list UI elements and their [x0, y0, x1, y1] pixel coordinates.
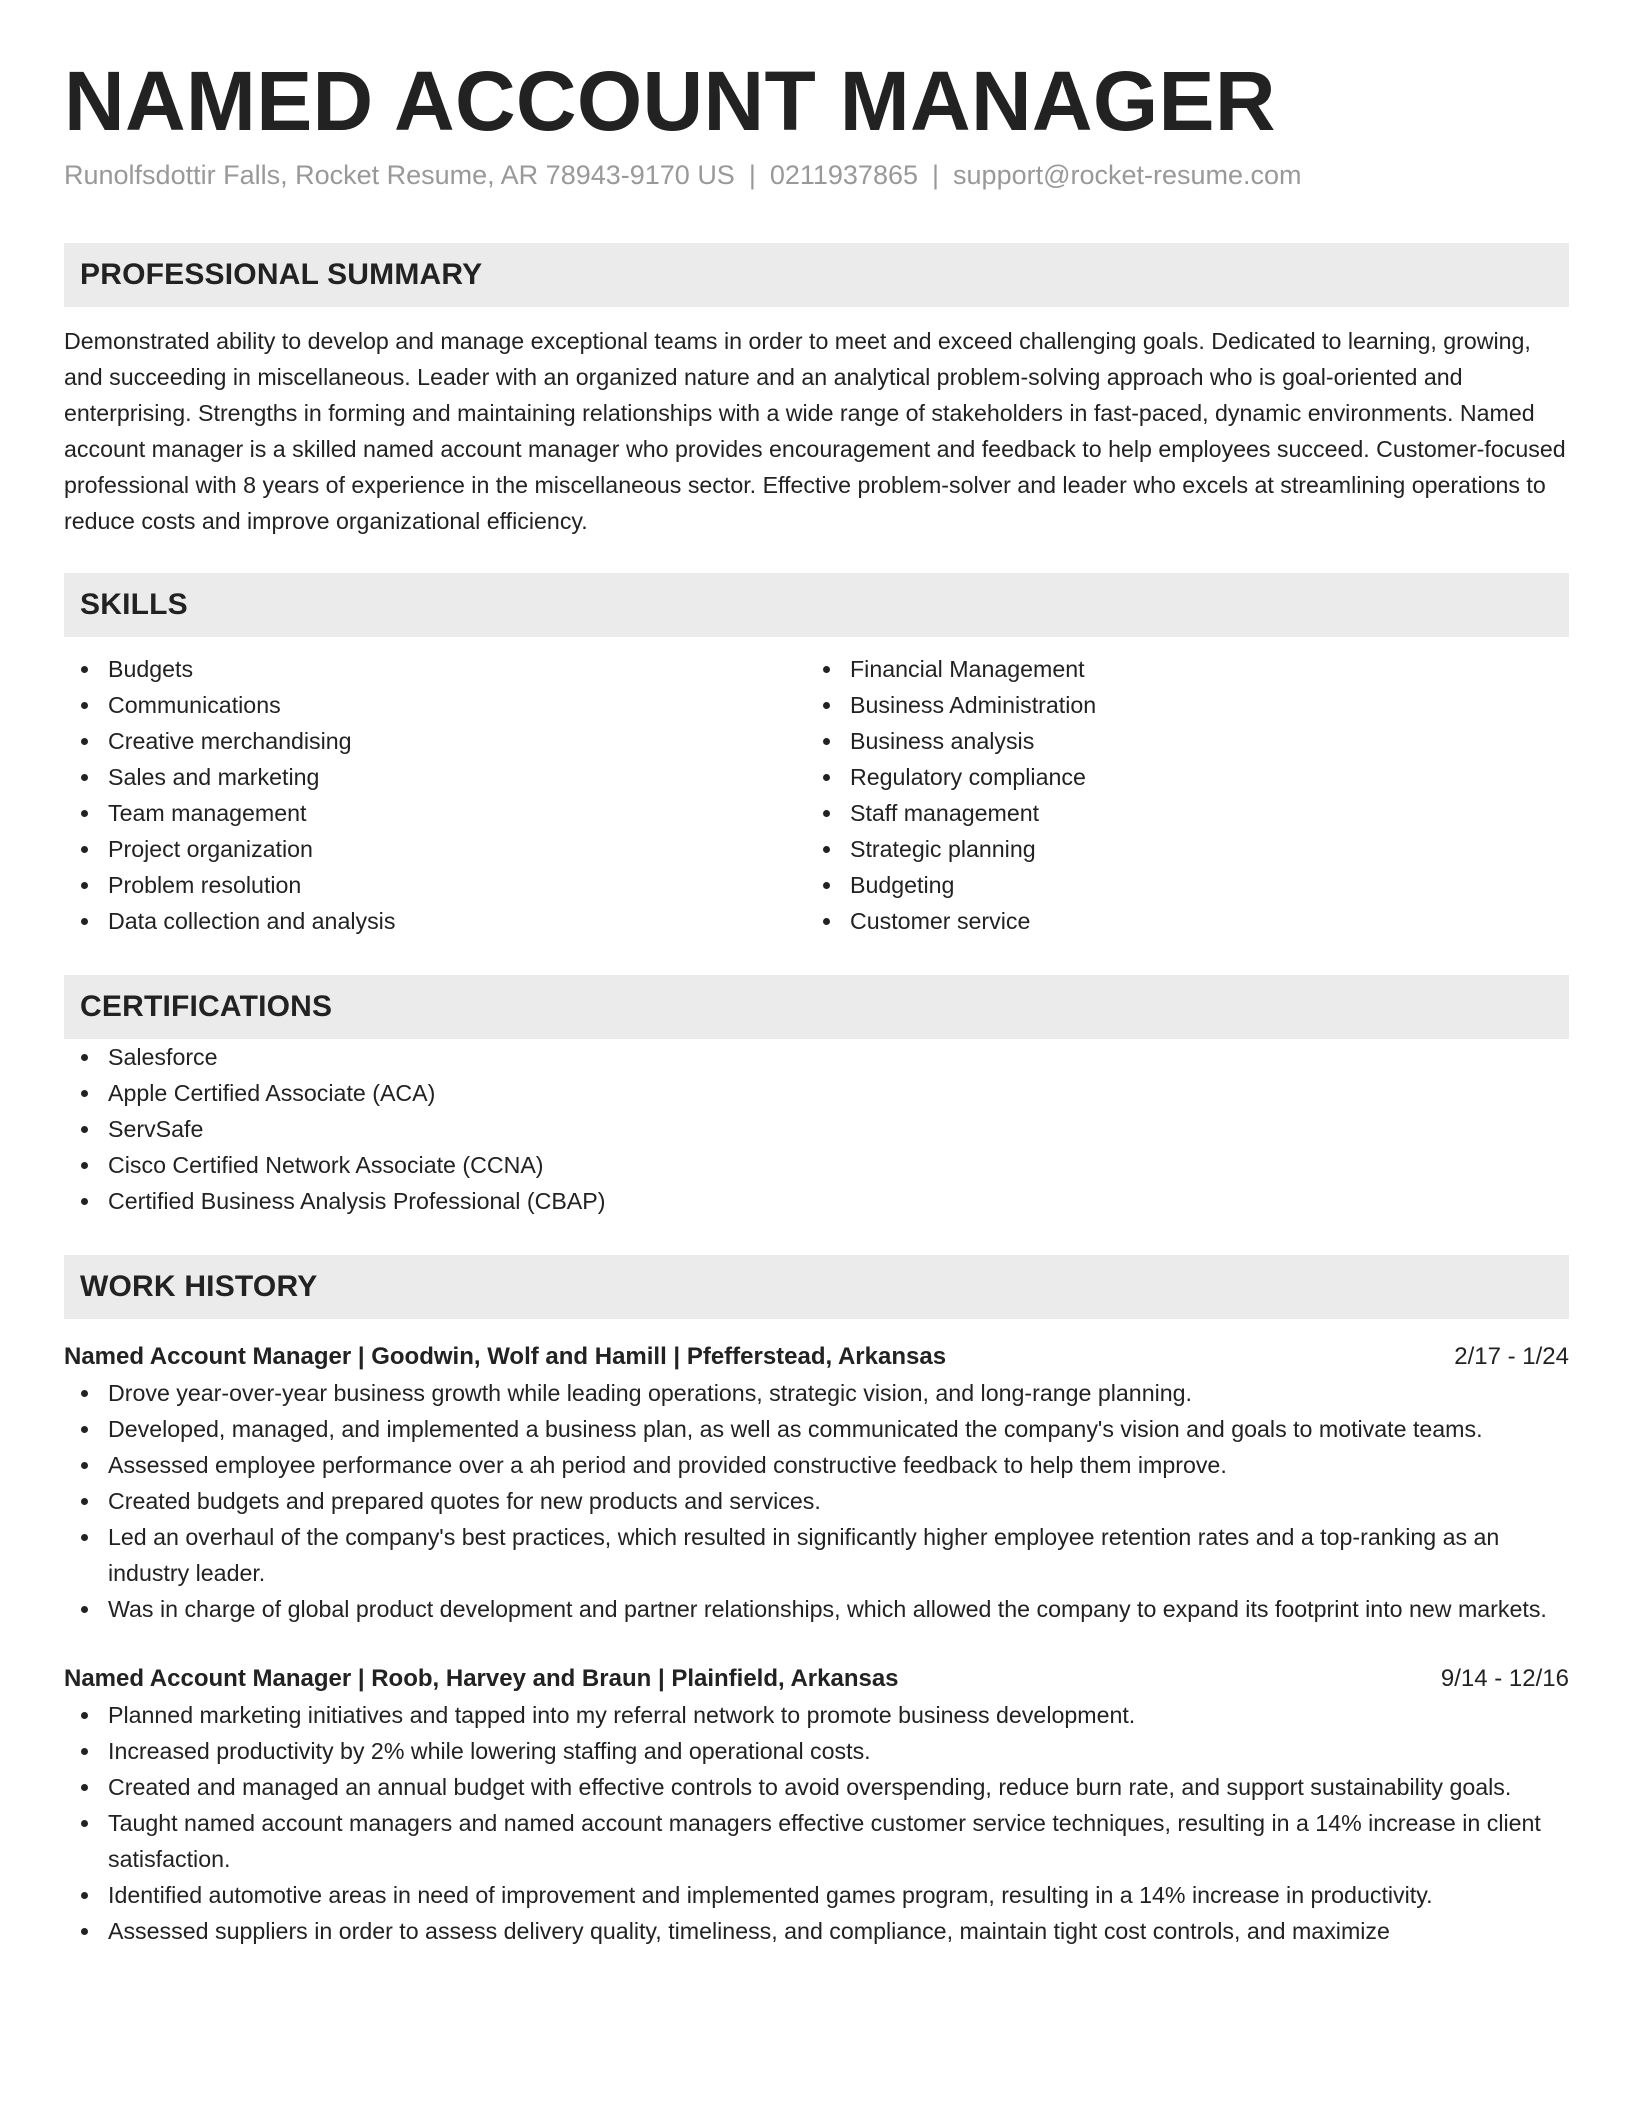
- job-bullet: Drove year-over-year business growth while leading operations, strategic vision, and long-range planning.: [64, 1375, 1569, 1411]
- job-bullet: Created budgets and prepared quotes for new products and services.: [64, 1483, 1569, 1519]
- skills-list-right: [806, 651, 1548, 939]
- certification-item: Cisco Certified Network Associate (CCNA): [64, 1147, 1569, 1183]
- job-bullet: Created and managed an annual budget with effective controls to avoid overspending, reduce burn rate, and support sustainability goals.: [64, 1769, 1569, 1805]
- section-heading-summary: PROFESSIONAL SUMMARY: [64, 243, 1569, 307]
- job-title: Named Account Manager | Goodwin, Wolf and Hamill | Pfefferstead, Arkansas: [64, 1343, 947, 1371]
- contact-separator: |: [932, 160, 940, 191]
- summary-text: Demonstrated ability to develop and manage exceptional teams in order to meet and exceed challenging goals. Dedicated to learning, growing, and succeeding in miscellaneous. Leader with an organized nature and an analytical problem-solving approach who is goal-oriented and enterprising. Strengths in forming and maintaining relationships with a wide range of stakeholders in fast-paced, dynamic environments. Named account manager is a skilled named account manager who provides encouragement and feedback to help employees succeed. Customer-focused professional with 8 years of experience in the miscellaneous sector. Effective problem-solver and leader who excels at streamlining operations to reduce costs and improve organizational efficiency.: [64, 328, 1566, 535]
- skill-item: Customer service: [806, 903, 1548, 939]
- contact-phone: 0211937865: [769, 160, 919, 191]
- section-heading-work-history: WORK HISTORY: [64, 1255, 1569, 1319]
- job-bullet: Developed, managed, and implemented a business plan, as well as communicated the company's vision and goals to motivate teams.: [64, 1411, 1569, 1447]
- job-bullet: Planned marketing initiatives and tapped into my referral network to promote business development.: [64, 1697, 1569, 1733]
- skill-item: Budgeting: [806, 867, 1548, 903]
- section-heading-skills: SKILLS: [64, 573, 1569, 637]
- certification-item: Apple Certified Associate (ACA): [64, 1075, 1569, 1111]
- skills-column-right: [806, 651, 1548, 939]
- skill-item: Communications: [64, 687, 806, 723]
- skill-item: Staff management: [806, 795, 1548, 831]
- certification-item: Certified Business Analysis Professional (CBAP): [64, 1183, 1569, 1219]
- section-heading-certifications: CERTIFICATIONS: [64, 975, 1569, 1039]
- contact-separator: |: [748, 160, 756, 191]
- contact-line: [64, 158, 1569, 193]
- skill-item: Creative merchandising: [64, 723, 806, 759]
- job-entry: [64, 1661, 1569, 1949]
- job-bullet: Taught named account managers and named account managers effective customer service techniques, resulting in a 14% increase in client satisfaction.: [64, 1805, 1569, 1877]
- job-bullet: Led an overhaul of the company's best practices, which resulted in significantly higher employee retention rates and a top-ranking as an industry leader.: [64, 1519, 1569, 1591]
- job-header: [64, 1339, 1569, 1375]
- job-dates: 9/14 - 12/16: [1440, 1665, 1569, 1693]
- skill-item: Strategic planning: [806, 831, 1548, 867]
- skill-item: Budgets: [64, 651, 806, 687]
- certification-item: Salesforce: [64, 1039, 1569, 1075]
- job-bullet: Increased productivity by 2% while lowering staffing and operational costs.: [64, 1733, 1569, 1769]
- job-dates: 2/17 - 1/24: [1454, 1343, 1569, 1371]
- job-bullet-list: [64, 1375, 1569, 1627]
- job-bullet-list: [64, 1697, 1569, 1949]
- job-bullet: Assessed employee performance over a ah period and provided constructive feedback to help them improve.: [64, 1447, 1569, 1483]
- skill-item: Business analysis: [806, 723, 1548, 759]
- skill-item: Sales and marketing: [64, 759, 806, 795]
- contact-email: support@rocket-resume.com: [953, 160, 1302, 191]
- job-entry: [64, 1339, 1569, 1627]
- skills-column-left: [64, 651, 806, 939]
- skill-item: Business Administration: [806, 687, 1548, 723]
- job-header: [64, 1661, 1569, 1697]
- skill-item: Team management: [64, 795, 806, 831]
- job-bullet: Assessed suppliers in order to assess delivery quality, timeliness, and compliance, maintain tight cost controls, and maximize: [64, 1913, 1569, 1949]
- job-title: Named Account Manager | Roob, Harvey and Braun | Plainfield, Arkansas: [64, 1665, 899, 1693]
- skills-grid: [64, 651, 1569, 939]
- candidate-name: NAMED ACCOUNT MANAGER: [64, 54, 1276, 148]
- job-bullet: Identified automotive areas in need of improvement and implemented games program, resulting in a 14% increase in productivity.: [64, 1877, 1569, 1913]
- skill-item: Data collection and analysis: [64, 903, 806, 939]
- certifications-list: [64, 1039, 1569, 1219]
- skill-item: Problem resolution: [64, 867, 806, 903]
- contact-address: Runolfsdottir Falls, Rocket Resume, AR 78943-9170 US: [64, 160, 735, 191]
- certification-item: ServSafe: [64, 1111, 1569, 1147]
- job-bullet: Was in charge of global product development and partner relationships, which allowed the company to expand its footprint into new markets.: [64, 1591, 1569, 1627]
- work-history-list: [64, 1339, 1569, 1949]
- skill-item: Project organization: [64, 831, 806, 867]
- skills-list-left: [64, 651, 806, 939]
- skill-item: Regulatory compliance: [806, 759, 1548, 795]
- skill-item: Financial Management: [806, 651, 1548, 687]
